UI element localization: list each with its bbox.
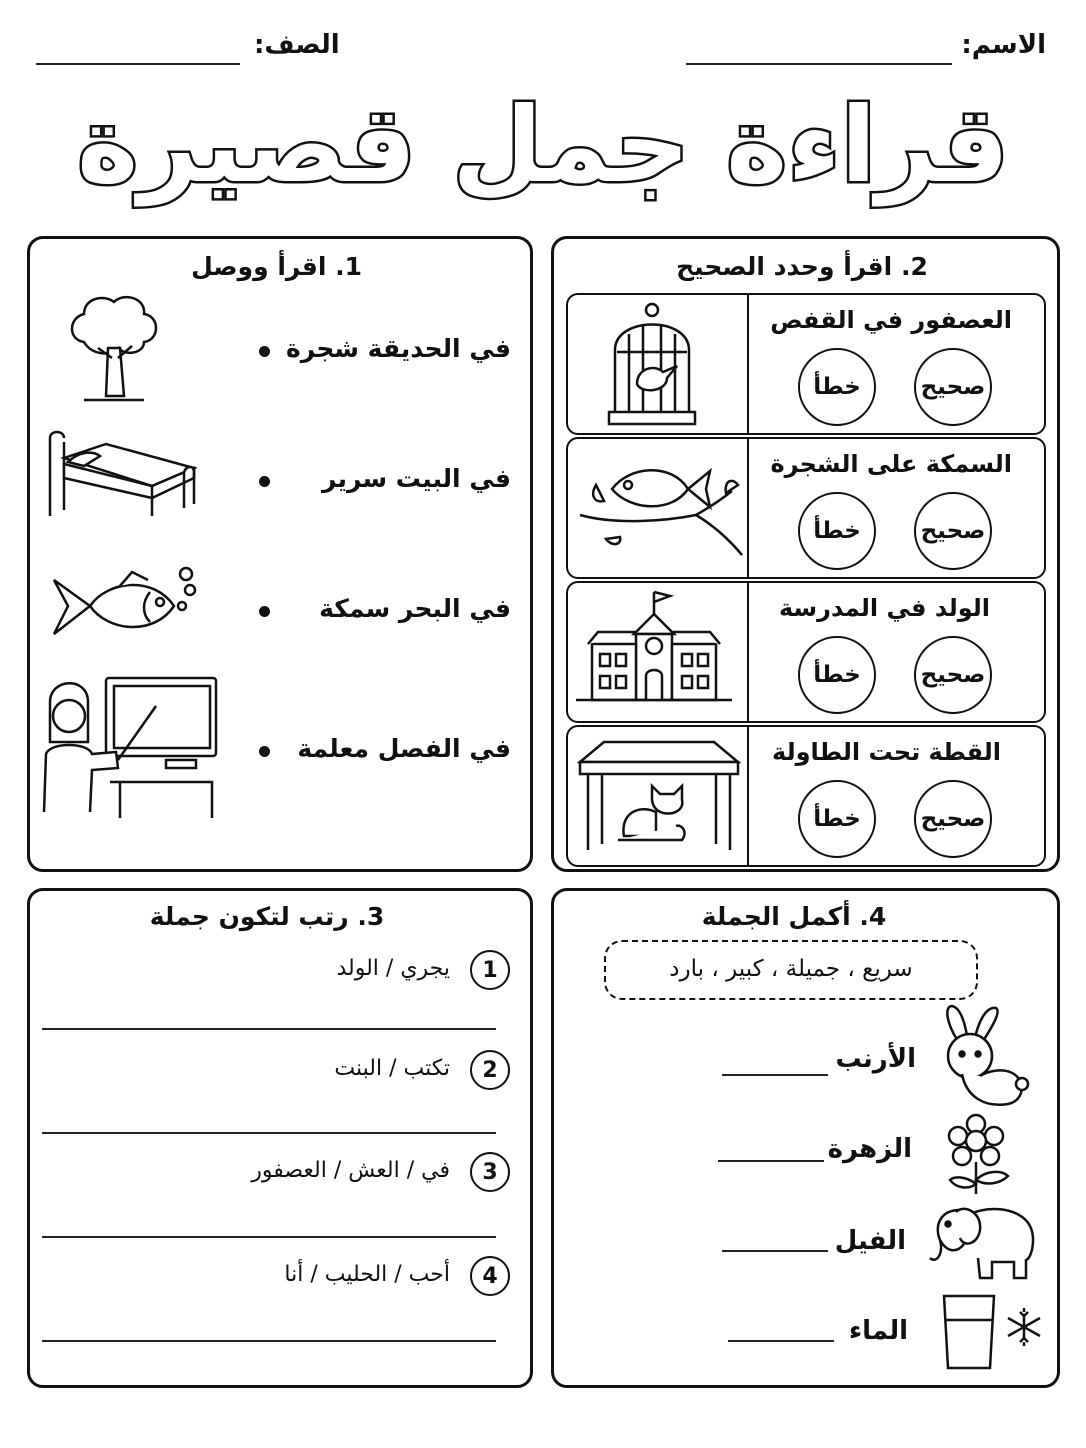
complete-answer-line-1[interactable] (722, 1074, 828, 1076)
complete-answer-line-3[interactable] (722, 1250, 828, 1252)
section1-heading: 1. اقرأ ووصل (191, 252, 362, 281)
order-number-2: 2 (470, 1050, 510, 1090)
tf-sentence-1: العصفور في القفص (770, 306, 1012, 334)
tf-sentence-4: القطة تحت الطاولة (772, 738, 1001, 766)
water-glass-icon (942, 1292, 1048, 1372)
name-label: الاسم: (961, 30, 1046, 60)
match-sentence-2: في البيت سرير (322, 464, 511, 493)
fish-on-branch-icon (576, 455, 746, 570)
complete-word-2: الزهرة (827, 1134, 912, 1164)
false-option-2[interactable]: خطأ (798, 492, 876, 570)
order-number-4: 4 (470, 1256, 510, 1296)
complete-answer-line-4[interactable] (728, 1340, 834, 1342)
name-field[interactable] (686, 63, 952, 65)
match-dot-2[interactable] (259, 476, 270, 487)
order-answer-line-2[interactable] (42, 1132, 496, 1134)
cat-under-table-icon (578, 740, 740, 852)
order-answer-line-3[interactable] (42, 1236, 496, 1238)
class-label: الصف: (254, 30, 340, 60)
fish-icon[interactable] (50, 566, 200, 646)
word-bank-words: سريع ، جميلة ، كبير ، بارد (669, 956, 913, 982)
teacher-icon[interactable] (36, 672, 220, 820)
tree-icon[interactable] (64, 292, 164, 404)
order-words-2: تكتب / البنت (334, 1056, 450, 1081)
true-option-1[interactable]: صحيح (914, 348, 992, 426)
complete-word-4: الماء (848, 1316, 908, 1346)
false-option-1[interactable]: خطأ (798, 348, 876, 426)
section4-heading: 4. أكمل الجملة (701, 902, 887, 931)
complete-word-1: الأرنب (835, 1044, 916, 1074)
school-icon (574, 588, 734, 706)
match-dot-3[interactable] (259, 606, 270, 617)
page-title: قراءة جمل قصيرة (76, 84, 1010, 206)
match-sentence-3: في البحر سمكة (319, 594, 511, 623)
order-words-4: أحب / الحليب / أنا (284, 1262, 450, 1287)
tf-sentence-3: الولد في المدرسة (778, 594, 990, 622)
match-sentence-4: في الفصل معلمة (297, 734, 511, 763)
true-option-4[interactable]: صحيح (914, 780, 992, 858)
section3-panel (27, 888, 533, 1388)
order-answer-line-4[interactable] (42, 1340, 496, 1342)
complete-word-3: الفيل (834, 1226, 906, 1256)
complete-answer-line-2[interactable] (718, 1160, 824, 1162)
section2-heading: 2. اقرأ وحدد الصحيح (676, 252, 928, 281)
true-option-2[interactable]: صحيح (914, 492, 992, 570)
class-field[interactable] (36, 63, 240, 65)
match-dot-4[interactable] (259, 746, 270, 757)
section3-heading: 3. رتب لتكون جملة (149, 902, 385, 931)
birdcage-icon (605, 300, 699, 428)
match-dot-1[interactable] (259, 346, 270, 357)
flower-icon (942, 1114, 1016, 1196)
false-option-4[interactable]: خطأ (798, 780, 876, 858)
order-number-3: 3 (470, 1152, 510, 1192)
match-sentence-1: في الحديقة شجرة (286, 334, 511, 363)
order-answer-line-1[interactable] (42, 1028, 496, 1030)
order-words-1: يجري / الولد (336, 956, 450, 981)
tf-sentence-2: السمكة على الشجرة (770, 450, 1012, 478)
rabbit-icon (938, 1004, 1028, 1110)
true-option-3[interactable]: صحيح (914, 636, 992, 714)
bed-icon[interactable] (44, 428, 194, 520)
elephant-icon (926, 1198, 1038, 1282)
false-option-3[interactable]: خطأ (798, 636, 876, 714)
order-number-1: 1 (470, 950, 510, 990)
order-words-3: في / العش / العصفور (251, 1158, 450, 1183)
